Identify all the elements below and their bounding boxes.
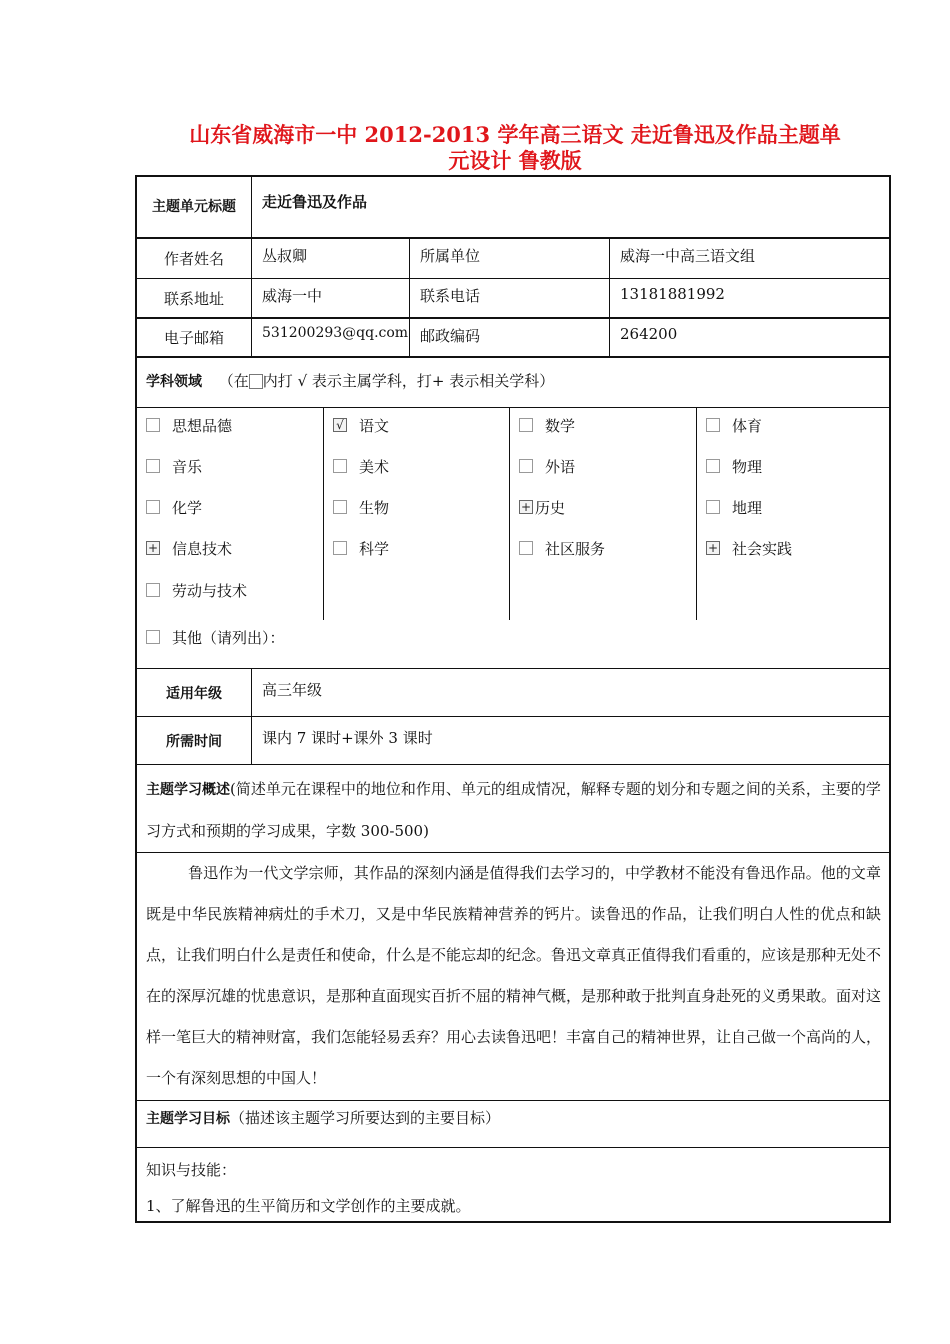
plus-checkbox-icon[interactable]: +	[147, 541, 159, 555]
author-label: 作者姓名	[163, 250, 224, 268]
author-row	[137, 239, 889, 279]
plus-checkbox-icon[interactable]: +	[707, 541, 719, 555]
checkbox-icon[interactable]	[146, 500, 160, 514]
grade-value: 高三年级	[251, 669, 889, 716]
checkbox-icon[interactable]	[146, 630, 160, 644]
email-row	[137, 319, 889, 358]
subject-column-3	[509, 408, 696, 620]
subject-column-1	[137, 408, 323, 668]
address-label: 联系地址	[163, 289, 224, 308]
time-value: 课内 7 课时+课外 3 课时	[251, 717, 889, 764]
subject-area-note-pre: （在	[218, 372, 249, 390]
subject-area-label: 学科领域	[146, 374, 202, 390]
subject-area-header	[137, 358, 889, 408]
overview-note: (简述单元在课程中的地位和作用、单元的组成情况，解释专题的划分和专题之间的关系，主要的学习方式和预期的学习成果，字数 300-500)	[146, 780, 881, 840]
postcode-value: 264200	[609, 319, 889, 356]
subject-item[interactable]: 体育	[706, 416, 762, 436]
overview-header	[137, 765, 889, 853]
subject-item[interactable]: 音乐	[146, 457, 202, 477]
checkbox-icon[interactable]	[519, 418, 533, 432]
checkbox-icon[interactable]	[519, 459, 533, 473]
email-value: 531200293@qq.com	[251, 319, 409, 356]
subject-item[interactable]: 社区服务	[519, 539, 605, 559]
subject-area-note-post: 内打 √ 表示主属学科，打+ 表示相关学科）	[262, 372, 555, 390]
checkbox-icon[interactable]	[333, 459, 347, 473]
grade-row	[137, 669, 889, 717]
check-mark-checkbox-icon[interactable]: √	[333, 418, 347, 432]
overview-paragraph: 鲁迅作为一代文学宗师，其作品的深刻内涵是值得我们去学习的，中学教材不能没有鲁迅作品。他的文章既是中华民族精神病灶的手术刀，又是中华民族精神营养的钙片。读鲁迅的作品，让我们明白人性的优点和缺点，让我们明白什么是责任和使命，什么是不能忘却的纪念。鲁迅文章真正值得我们看重的，应该是那种无处不在的深厚沉雄的忧患意识，是那种直面现实百折不屈的精神气概，是那种敢于批判直身赴死的义勇果敢。面对这样一笔巨大的精神财富，我们怎能轻易丢弃？用心去读鲁迅吧！丰富自己的精神世界，让自己做一个高尚的人，一个有深刻思想的中国人！	[146, 864, 882, 1087]
subject-grid	[137, 408, 889, 669]
checkbox-icon[interactable]	[146, 583, 160, 597]
unit-title-row	[137, 177, 889, 239]
checkbox-icon[interactable]	[706, 500, 720, 514]
unit-title-label: 主题单元标题	[152, 199, 236, 215]
subject-item[interactable]: 思想品德	[146, 416, 232, 436]
subject-item-other[interactable]: 其他（请列出）：	[146, 628, 285, 648]
plus-checkbox-icon[interactable]: +	[520, 500, 532, 514]
unit-design-table	[135, 175, 891, 1223]
subject-item[interactable]: + 信息技术	[147, 540, 233, 558]
goals-header	[137, 1101, 889, 1148]
goals-note: （描述该主题学习所要达到的主要目标）	[230, 1109, 501, 1127]
subject-item[interactable]: 生物	[333, 498, 389, 518]
grade-label: 适用年级	[166, 685, 222, 702]
subject-item[interactable]: + 社会实践	[707, 540, 793, 558]
overview-body	[137, 853, 889, 1101]
postcode-label: 邮政编码	[409, 319, 609, 356]
checkbox-icon[interactable]	[706, 418, 720, 432]
subject-item[interactable]: 地理	[706, 498, 762, 518]
checkbox-icon[interactable]	[706, 459, 720, 473]
phone-value: 13181881992	[609, 279, 889, 317]
subject-column-2	[323, 408, 509, 620]
goals-sub-label: 知识与技能：	[146, 1161, 237, 1179]
overview-label: 主题学习概述	[146, 782, 230, 798]
org-label: 所属单位	[409, 239, 609, 278]
subject-item[interactable]: 科学	[333, 539, 389, 559]
org-value: 威海一中高三语文组	[609, 239, 889, 278]
phone-label: 联系电话	[409, 279, 609, 317]
checkbox-sample-icon	[249, 374, 263, 389]
subject-item[interactable]: √ 语文	[333, 416, 389, 436]
checkbox-icon[interactable]	[146, 459, 160, 473]
checkbox-icon[interactable]	[146, 418, 160, 432]
subject-item[interactable]: + 历史	[520, 499, 566, 517]
goals-body	[137, 1148, 889, 1223]
subject-item[interactable]: 化学	[146, 498, 202, 518]
address-value: 威海一中	[251, 279, 409, 317]
time-row	[137, 717, 889, 765]
unit-title-value: 走近鲁迅及作品	[251, 177, 889, 237]
author-value: 丛叔卿	[251, 239, 409, 278]
address-row	[137, 279, 889, 319]
subject-item[interactable]: 美术	[333, 457, 389, 477]
subject-item[interactable]: 物理	[706, 457, 762, 477]
title-line-2: 元设计 鲁教版	[448, 148, 582, 173]
checkbox-icon[interactable]	[333, 541, 347, 555]
checkbox-icon[interactable]	[333, 500, 347, 514]
title-line-1: 山东省威海市一中 2012-2013 学年高三语文 走近鲁迅及作品主题单	[189, 122, 841, 147]
subject-item[interactable]: 数学	[519, 416, 575, 436]
document-title	[135, 122, 895, 174]
checkbox-icon[interactable]	[519, 541, 533, 555]
goals-label: 主题学习目标	[146, 1111, 230, 1127]
email-label: 电子邮箱	[163, 329, 224, 347]
goals-item-1: 1、了解鲁迅的生平简历和文学创作的主要成就。	[146, 1197, 471, 1215]
time-label: 所需时间	[166, 733, 222, 750]
subject-column-4	[696, 408, 889, 620]
subject-item[interactable]: 外语	[519, 457, 575, 477]
subject-item[interactable]: 劳动与技术	[146, 581, 247, 601]
